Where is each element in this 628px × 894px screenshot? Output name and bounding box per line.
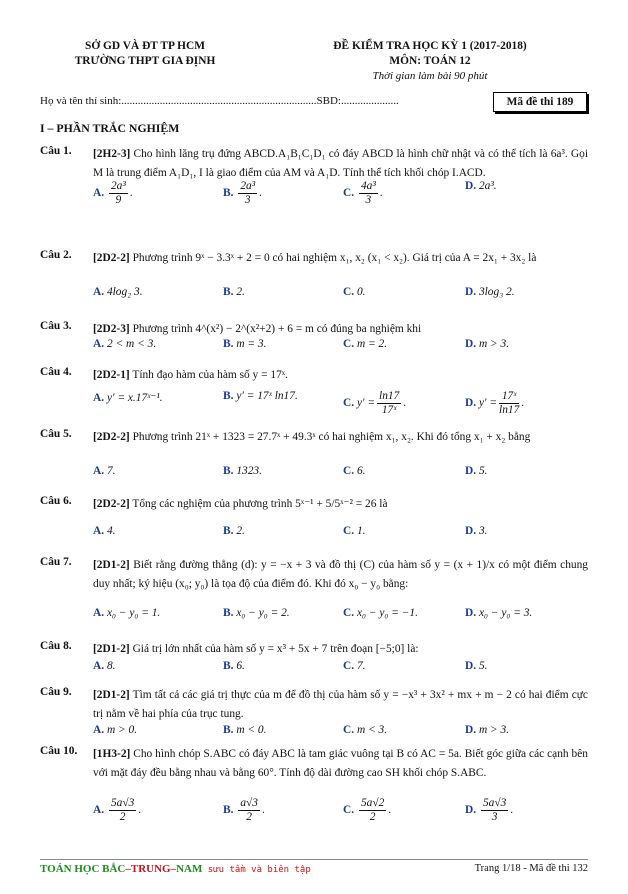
answer-options bbox=[93, 180, 588, 206]
option-label: B. bbox=[223, 525, 234, 537]
exam-header bbox=[290, 39, 570, 84]
question-text bbox=[93, 556, 588, 594]
option-b[interactable] bbox=[223, 724, 266, 736]
option-label: B. bbox=[223, 465, 234, 477]
option-c[interactable] bbox=[343, 286, 365, 298]
option-b[interactable] bbox=[223, 390, 298, 402]
question-number: Câu 4. bbox=[40, 366, 72, 378]
option-a[interactable] bbox=[93, 286, 143, 298]
school-header bbox=[30, 39, 260, 69]
option-text: 2 < m < 3. bbox=[106, 338, 157, 350]
option-label: B. bbox=[223, 187, 234, 200]
fraction-denominator: 2 bbox=[246, 811, 252, 823]
question-text bbox=[93, 249, 588, 268]
footer-note: sưu tầm và biên tập bbox=[202, 865, 311, 875]
option-fraction bbox=[377, 390, 401, 417]
question-statement: Cho hình lăng trụ đứng ABCD.A₁B₁C₁D₁ có đáy ABCD là hình chữ nhật và có thể tích là 6a³. Gọi M là trung điểm A₁D₁, I là giao điểm của AM và A₁D. Tính thể tích khối chóp I.ACD. bbox=[93, 148, 588, 179]
question-number: Câu 6. bbox=[40, 495, 72, 507]
option-d[interactable] bbox=[465, 607, 532, 619]
option-label: A. bbox=[93, 804, 105, 817]
footer-divider bbox=[40, 859, 588, 860]
option-label: B. bbox=[223, 660, 234, 672]
option-label: A. bbox=[93, 338, 105, 350]
option-text: 4. bbox=[106, 525, 116, 537]
option-d[interactable] bbox=[465, 525, 487, 537]
question-statement: Tổng các nghiệm của phương trình 5ˣ⁻¹ + 5/5ˣ⁻² = 26 là bbox=[132, 498, 388, 510]
question-tag: [2D2-1] bbox=[93, 369, 130, 381]
option-label: D. bbox=[465, 465, 477, 477]
option-text: y′ = 17ˣ ln17. bbox=[236, 390, 298, 402]
option-b[interactable] bbox=[223, 525, 245, 537]
option-label: B. bbox=[223, 804, 234, 817]
option-label: B. bbox=[223, 286, 234, 298]
option-fraction bbox=[109, 797, 136, 824]
option-a[interactable]: A. $\frac{5a√3}{2}$ . bbox=[93, 797, 142, 823]
question-statement: Tìm tất cả các giá trị thực của m để đồ thị của hàm số y = −x³ + 3x² + mx + m − 2 có hai điểm cực trị nằm về hai phía của trục tung. bbox=[93, 689, 588, 720]
option-prefix: y′ = bbox=[356, 397, 376, 410]
subject: MÔN: TOÁN 12 bbox=[389, 55, 471, 67]
option-fraction bbox=[359, 180, 378, 207]
option-c[interactable] bbox=[343, 338, 387, 350]
option-text: x₀ − y₀ = −1. bbox=[356, 607, 418, 619]
option-label: D. bbox=[465, 286, 477, 298]
option-label: C. bbox=[343, 187, 355, 200]
option-text: 1323. bbox=[236, 465, 262, 477]
question-text bbox=[93, 428, 588, 447]
question-text bbox=[93, 366, 588, 385]
option-fraction bbox=[481, 797, 508, 824]
option-text: x₀ − y₀ = 2. bbox=[236, 607, 290, 619]
option-label: D. bbox=[465, 397, 477, 410]
question-number: Câu 5. bbox=[40, 428, 72, 440]
option-text: 3. bbox=[478, 525, 488, 537]
option-a[interactable] bbox=[93, 338, 156, 350]
option-label: A. bbox=[93, 465, 105, 477]
option-label: D. bbox=[465, 525, 477, 537]
option-text: 0. bbox=[356, 286, 366, 298]
question-tag: [2D2-2] bbox=[93, 498, 130, 510]
option-text: 7. bbox=[106, 465, 116, 477]
fraction-denominator: 2 bbox=[369, 811, 376, 823]
question-statement: Phương trình 9ˣ − 3.3ˣ + 2 = 0 có hai nghiệm x₁, x₂ (x₁ < x₂). Giá trị của A = 2x₁ + 3x₂ là bbox=[132, 252, 537, 264]
option-a[interactable]: A. $\frac{\text{2a³}}{9}$ . bbox=[93, 180, 133, 206]
fraction-numerator: 5a√3 bbox=[110, 797, 135, 809]
brand-part-a: TOÁN HỌC BẮC bbox=[40, 863, 126, 875]
exam-title: ĐỀ KIỂM TRA HỌC KỲ 1 (2017-2018) bbox=[333, 40, 527, 52]
exam-code-box: Mã đề thi 189 bbox=[493, 92, 587, 112]
department-name: SỞ GD VÀ ĐT TP HCM bbox=[85, 40, 205, 52]
option-d[interactable] bbox=[465, 724, 509, 736]
answer-options bbox=[93, 286, 588, 306]
question-number: Câu 2. bbox=[40, 249, 72, 261]
option-label: C. bbox=[343, 286, 355, 298]
option-text: x₀ − y₀ = 3. bbox=[478, 607, 533, 619]
answer-options bbox=[93, 338, 588, 358]
fraction-denominator: 3 bbox=[244, 194, 251, 206]
school-name: TRƯỜNG THPT GIA ĐỊNH bbox=[74, 55, 216, 67]
fraction-denominator: 3 bbox=[491, 811, 498, 823]
option-label: C. bbox=[343, 525, 355, 537]
question-number: Câu 7. bbox=[40, 556, 72, 568]
option-text: x₀ − y₀ = 1. bbox=[106, 607, 161, 619]
question-statement: Biết rằng đường thẳng (d): y = −x + 3 và đồ thị (C) của hàm số y = (x + 1)/x có một điểm chung duy nhất; ký hiệu (x₀; y₀) là tọa độ của điểm đó. Khi đó x₀ − y₀ bằng: bbox=[93, 559, 588, 590]
option-label: A. bbox=[93, 607, 105, 619]
option-text: m = 2. bbox=[356, 338, 388, 350]
option-text: 4log₂ 3. bbox=[106, 286, 143, 298]
option-text: 6. bbox=[356, 465, 366, 477]
question-tag: [2D2-3] bbox=[93, 323, 130, 335]
question-tag: [2D1-2] bbox=[93, 559, 130, 571]
option-label: A. bbox=[93, 660, 105, 672]
option-text: 5. bbox=[478, 465, 488, 477]
option-text: 7. bbox=[356, 660, 366, 672]
option-c[interactable] bbox=[343, 465, 365, 477]
option-text: 2a³. bbox=[478, 180, 497, 192]
option-label: A. bbox=[93, 525, 105, 537]
option-fraction bbox=[238, 180, 257, 207]
question-4 bbox=[40, 366, 588, 416]
footer-brand bbox=[40, 863, 311, 875]
fraction-numerator: 2a³ bbox=[110, 180, 126, 192]
question-text bbox=[93, 745, 588, 783]
option-a[interactable] bbox=[93, 724, 137, 736]
option-a[interactable] bbox=[93, 607, 160, 619]
fraction-numerator: 4a³ bbox=[360, 180, 376, 192]
question-tag: [2D2-2] bbox=[93, 431, 130, 443]
option-d[interactable] bbox=[465, 465, 487, 477]
option-a[interactable] bbox=[93, 525, 115, 537]
option-b[interactable]: B. $\frac{\text{2a³}}{3}$ . bbox=[223, 180, 262, 206]
option-d[interactable]: D. y′ = $\frac{\text{17ˣ}}{\ln 17}$ . bbox=[465, 390, 525, 416]
fraction-numerator: a√3 bbox=[240, 797, 258, 809]
option-text: 2. bbox=[236, 525, 245, 537]
question-9 bbox=[40, 686, 588, 736]
fraction-numerator: 17ˣ bbox=[499, 390, 519, 404]
option-text: m > 3. bbox=[478, 724, 510, 736]
option-text: 2. bbox=[236, 286, 245, 298]
page-number: Trang 1/18 - Mã đề thi 132 bbox=[474, 863, 588, 874]
question-tag: [2H2-3] bbox=[93, 148, 131, 160]
question-statement: Phương trình 4^(x²) − 2^(x²+2) + 6 = m có đúng ba nghiệm khi bbox=[132, 323, 422, 335]
option-b[interactable] bbox=[223, 607, 290, 619]
question-number: Câu 3. bbox=[40, 320, 72, 332]
option-d[interactable]: D. $\frac{5a√3}{3}$ . bbox=[465, 797, 514, 823]
option-prefix: y′ = bbox=[478, 397, 498, 410]
question-statement: Giá trị lớn nhất của hàm số y = x³ + 5x + 7 trên đoạn [−5;0] là: bbox=[132, 643, 419, 655]
question-2 bbox=[40, 249, 588, 298]
option-c[interactable] bbox=[343, 724, 387, 736]
question-5 bbox=[40, 428, 588, 477]
question-tag: [2D2-2] bbox=[93, 252, 130, 264]
question-tag: [2D1-2] bbox=[93, 643, 130, 655]
answer-options bbox=[93, 465, 588, 485]
option-text: m < 0. bbox=[236, 724, 267, 736]
option-a[interactable] bbox=[93, 465, 115, 477]
question-statement: Tính đạo hàm của hàm số y = 17ˣ. bbox=[132, 369, 288, 381]
option-label: A. bbox=[93, 286, 105, 298]
question-text bbox=[93, 495, 588, 514]
option-label: A. bbox=[93, 392, 105, 404]
option-text: m < 3. bbox=[356, 724, 388, 736]
question-7 bbox=[40, 556, 588, 619]
option-fraction bbox=[359, 797, 386, 824]
answer-options bbox=[93, 797, 588, 823]
fraction-denominator: 2 bbox=[119, 811, 126, 823]
fraction-numerator: 5a√2 bbox=[360, 797, 385, 809]
question-3 bbox=[40, 320, 588, 350]
option-d[interactable] bbox=[465, 180, 497, 192]
option-label: B. bbox=[223, 724, 234, 736]
option-a[interactable] bbox=[93, 390, 163, 404]
option-b[interactable] bbox=[223, 660, 245, 672]
option-label: C. bbox=[343, 397, 355, 410]
fraction-numerator: ln17 bbox=[379, 390, 400, 402]
question-number: Câu 10. bbox=[40, 745, 78, 757]
question-number: Câu 9. bbox=[40, 686, 72, 698]
option-b[interactable] bbox=[223, 338, 266, 350]
question-tag: [1H3-2] bbox=[93, 748, 131, 760]
option-label: D. bbox=[465, 660, 477, 672]
question-tag: [2D1-2] bbox=[93, 689, 130, 701]
option-b[interactable] bbox=[223, 286, 245, 298]
option-c[interactable]: C. $\frac{\text{4a³}}{3}$ . bbox=[343, 180, 383, 206]
option-label: D. bbox=[465, 338, 477, 350]
question-statement: Phương trình 21ˣ + 1323 = 27.7ˣ + 49.3ˣ có hai nghiệm x₁, x₂. Khi đó tổng x₁ + x₂ bằng bbox=[132, 431, 531, 443]
fraction-numerator: 5a√3 bbox=[482, 797, 507, 809]
question-text bbox=[93, 320, 588, 339]
question-number: Câu 8. bbox=[40, 640, 72, 652]
option-text: m = 3. bbox=[236, 338, 267, 350]
option-label: C. bbox=[343, 465, 355, 477]
option-text: m > 0. bbox=[106, 724, 138, 736]
option-text: 6. bbox=[236, 660, 245, 672]
question-10 bbox=[40, 745, 588, 823]
option-text: 1. bbox=[356, 525, 366, 537]
answer-options bbox=[93, 390, 588, 416]
fraction-denominator: ln17 bbox=[499, 404, 520, 416]
brand-part-b: –TRUNG– bbox=[125, 863, 177, 875]
answer-options bbox=[93, 607, 588, 627]
option-fraction bbox=[238, 797, 260, 824]
option-label: D. bbox=[465, 724, 477, 736]
answer-options bbox=[93, 724, 588, 744]
option-c[interactable] bbox=[343, 660, 365, 672]
option-label: B. bbox=[223, 390, 234, 402]
option-c[interactable]: C. y′ = $\frac{\ln 17}{\text{17ˣ}}$ . bbox=[343, 390, 407, 416]
option-fraction bbox=[109, 180, 128, 207]
question-1 bbox=[40, 145, 588, 206]
answer-options bbox=[93, 660, 588, 680]
fraction-denominator: 17ˣ bbox=[381, 404, 397, 416]
option-label: C. bbox=[343, 338, 355, 350]
option-label: D. bbox=[465, 804, 477, 817]
option-label: D. bbox=[465, 607, 477, 619]
option-label: C. bbox=[343, 660, 355, 672]
option-label: C. bbox=[343, 607, 355, 619]
option-a[interactable] bbox=[93, 660, 115, 672]
option-label: A. bbox=[93, 187, 105, 200]
option-c[interactable] bbox=[343, 525, 365, 537]
time-limit: Thời gian làm bài 90 phút bbox=[372, 70, 488, 82]
brand-part-c: NAM bbox=[176, 863, 203, 875]
question-8 bbox=[40, 640, 588, 672]
student-info-line: Họ và tên thí sinh:.......................................................................SBD:..................... bbox=[40, 95, 399, 107]
fraction-denominator: 9 bbox=[115, 194, 122, 206]
question-number: Câu 1. bbox=[40, 145, 72, 157]
option-label: B. bbox=[223, 607, 234, 619]
option-text: y′ = x.17ˣ⁻¹. bbox=[106, 392, 163, 404]
question-6 bbox=[40, 495, 588, 537]
option-b[interactable] bbox=[223, 465, 262, 477]
option-b[interactable]: B. $\frac{a√3}{2}$ . bbox=[223, 797, 265, 823]
fraction-denominator: 3 bbox=[365, 194, 372, 206]
option-label: B. bbox=[223, 338, 234, 350]
option-c[interactable]: C. $\frac{5a√2}{2}$ . bbox=[343, 797, 392, 823]
section-title: I – PHẦN TRẮC NGHIỆM bbox=[40, 121, 180, 135]
option-d[interactable] bbox=[465, 338, 509, 350]
option-label: D. bbox=[465, 180, 477, 192]
option-fraction bbox=[499, 390, 519, 417]
option-label: C. bbox=[343, 804, 355, 817]
option-label: C. bbox=[343, 724, 355, 736]
question-text bbox=[93, 145, 588, 183]
option-d[interactable] bbox=[465, 660, 487, 672]
option-c[interactable] bbox=[343, 607, 418, 619]
answer-options bbox=[93, 525, 588, 545]
option-text: 3log₃ 2. bbox=[478, 286, 515, 298]
option-text: m > 3. bbox=[478, 338, 510, 350]
question-text bbox=[93, 686, 588, 724]
option-text: 8. bbox=[106, 660, 116, 672]
fraction-numerator: 2a³ bbox=[240, 180, 256, 192]
option-text: 5. bbox=[478, 660, 488, 672]
question-statement: Cho hình chóp S.ABC có đáy ABC là tam giác vuông tại B có AC = 5a. Biết góc giữa các cạnh bên với mặt đáy đều bằng nhau và bằng 60°. Tính độ dài đường cao SH khối chóp S.ABC. bbox=[93, 748, 588, 779]
question-text bbox=[93, 640, 588, 659]
option-label: A. bbox=[93, 724, 105, 736]
option-d[interactable] bbox=[465, 286, 515, 298]
